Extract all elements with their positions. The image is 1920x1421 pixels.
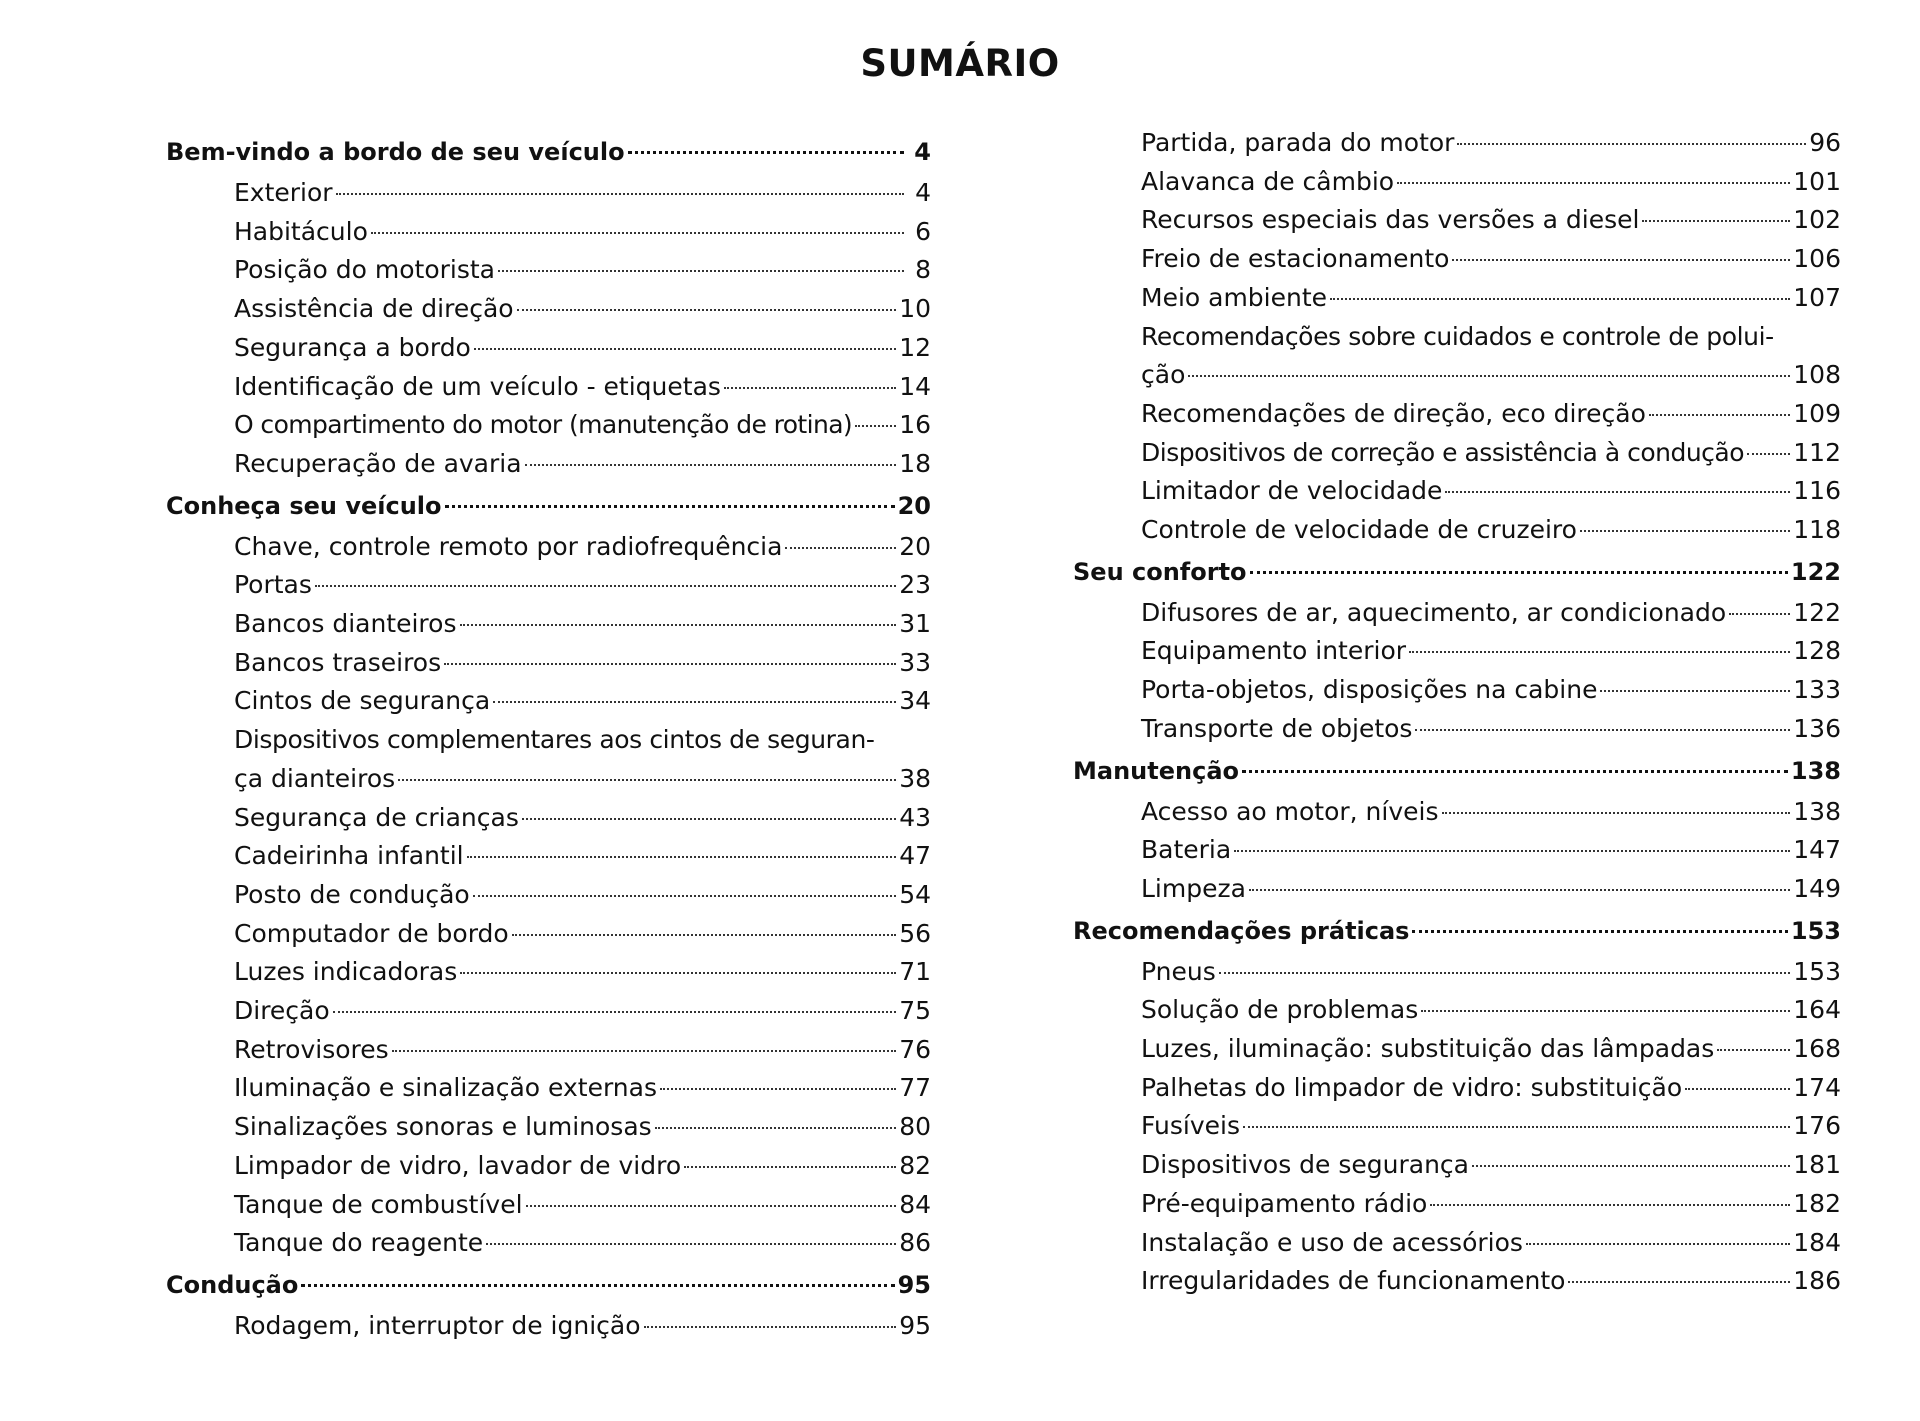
entry-page-number: 96 (1809, 128, 1841, 157)
toc-entry[interactable] (166, 682, 931, 721)
dot-leader (525, 464, 897, 466)
entry-page-number: 14 (899, 371, 931, 401)
toc-entry[interactable] (166, 1186, 931, 1225)
dot-leader (1249, 889, 1790, 891)
toc-entry[interactable] (166, 174, 931, 213)
dot-leader (1430, 1204, 1790, 1206)
entry-title: Segurança de crianças (234, 802, 519, 832)
toc-entry[interactable] (166, 837, 931, 876)
toc-entry[interactable] (1073, 831, 1841, 870)
toc-entry[interactable] (166, 799, 931, 838)
dot-leader (301, 1284, 894, 1287)
dot-leader (315, 585, 896, 587)
section-title: Seu conforto (1073, 557, 1247, 586)
toc-entry[interactable] (1073, 594, 1841, 633)
entry-title-line-1: Recomendações sobre cuidados e controle de polui- (1141, 321, 1774, 351)
dot-leader (517, 309, 897, 311)
dot-leader (474, 348, 896, 350)
entry-title: Bancos dianteiros (234, 609, 457, 639)
toc-entry[interactable] (1073, 318, 1841, 395)
dot-leader (1330, 298, 1790, 300)
entry-title: Iluminação e sinalização externas (234, 1073, 657, 1103)
toc-entry[interactable] (166, 406, 931, 445)
dot-leader (498, 270, 904, 272)
dot-leader (1649, 414, 1790, 416)
section-page-number: 153 (1790, 916, 1841, 945)
dot-leader (1412, 930, 1787, 933)
entry-page-number: 109 (1793, 398, 1841, 428)
section-page-number: 122 (1790, 557, 1841, 586)
entry-page-number: 31 (899, 609, 931, 639)
toc-entry[interactable] (1073, 395, 1841, 434)
dot-leader (1442, 812, 1791, 814)
entry-title-line-2: ça dianteiros (234, 763, 396, 793)
dot-leader (1234, 850, 1790, 852)
entry-page-number: 122 (1793, 597, 1841, 627)
section-page-number: 95 (897, 1270, 931, 1299)
toc-column-left (166, 130, 931, 1346)
toc-entry[interactable] (1073, 870, 1841, 909)
dot-leader (1409, 651, 1790, 653)
toc-entry[interactable] (166, 644, 931, 683)
toc-entry[interactable] (166, 290, 931, 329)
toc-entry[interactable] (166, 1224, 931, 1263)
entry-page-number: 116 (1793, 476, 1841, 506)
entry-page-number: 54 (899, 879, 931, 909)
entry-page-number: 168 (1793, 1034, 1841, 1064)
toc-entry[interactable] (166, 251, 931, 290)
dot-leader (1729, 613, 1790, 615)
dot-leader (392, 1050, 897, 1052)
toc-entry[interactable] (166, 605, 931, 644)
toc-entry[interactable] (166, 1108, 931, 1147)
entry-title: Posto de condução (234, 879, 470, 909)
entry-page-number: 102 (1793, 205, 1841, 235)
toc-section-heading[interactable] (1073, 749, 1841, 793)
entry-page-number: 86 (899, 1228, 931, 1258)
entry-title: Direção (234, 996, 330, 1026)
entry-page-number: 128 (1793, 636, 1841, 666)
entry-page-number: 176 (1793, 1111, 1841, 1141)
toc-section-heading[interactable] (1073, 909, 1841, 953)
entry-page-number: 33 (899, 647, 931, 677)
toc-entry[interactable] (166, 329, 931, 368)
entry-title-line-1: Dispositivos complementares aos cintos de seguran- (234, 725, 875, 755)
dot-leader (1242, 770, 1788, 773)
toc-entry[interactable] (1073, 632, 1841, 671)
entry-title: Habitáculo (234, 216, 368, 246)
dot-leader (1642, 220, 1790, 222)
entry-page-number: 76 (899, 1034, 931, 1064)
dot-leader (644, 1326, 897, 1328)
dot-leader (1472, 1165, 1790, 1167)
toc-entry[interactable] (166, 915, 931, 954)
dot-leader (1415, 729, 1790, 731)
toc-entry[interactable] (1073, 1107, 1841, 1146)
toc-section-driving (166, 1263, 931, 1346)
entry-page-number: 43 (899, 802, 931, 832)
dot-leader (1445, 491, 1790, 493)
toc-entry[interactable] (166, 1147, 931, 1186)
entry-page-number: 47 (899, 841, 931, 871)
section-title: Recomendações práticas (1073, 916, 1410, 945)
toc-entry[interactable] (166, 445, 931, 484)
toc-entry[interactable] (1073, 124, 1841, 163)
toc-entry[interactable] (1073, 1146, 1841, 1185)
entry-title-line-2: ção (1141, 360, 1186, 390)
dot-leader (1580, 530, 1790, 532)
toc-section-welcome (166, 130, 931, 484)
dot-leader (336, 193, 904, 195)
dot-leader (1568, 1281, 1790, 1283)
entry-title: Difusores de ar, aquecimento, ar condicionado (1141, 597, 1727, 627)
section-title: Bem-vindo a bordo de seu veículo (166, 138, 625, 166)
dot-leader (522, 818, 896, 820)
entry-page-number: 12 (899, 332, 931, 362)
entry-title: Acesso ao motor, níveis (1141, 796, 1439, 826)
entry-page-number: 138 (1793, 796, 1841, 826)
toc-entry[interactable] (1073, 1262, 1841, 1301)
entry-title: Freio de estacionamento (1141, 244, 1450, 274)
toc-column-right (1073, 124, 1841, 1301)
toc-entry[interactable] (1073, 201, 1841, 240)
entry-title: Posição do motorista (234, 255, 495, 285)
entry-page-number: 4 (915, 178, 931, 207)
dot-leader (1747, 453, 1790, 455)
entry-title: Fusíveis (1141, 1111, 1240, 1141)
entry-title: Bancos traseiros (234, 647, 442, 677)
toc-entry[interactable] (1073, 240, 1841, 279)
toc-section-practical-tips (1073, 909, 1841, 1301)
dot-leader (1600, 690, 1790, 692)
entry-title: Tanque de combustível (234, 1189, 523, 1219)
entry-page-number: 118 (1793, 515, 1841, 545)
toc-entry[interactable] (1073, 279, 1841, 318)
entry-page-number: 8 (915, 255, 931, 285)
entry-title: Luzes indicadoras (234, 957, 458, 987)
entry-title: Recomendações de direção, eco direção (1141, 398, 1646, 428)
entry-page-number: 136 (1793, 713, 1841, 743)
dot-leader (1250, 571, 1788, 574)
entry-title: Pneus (1141, 956, 1216, 986)
dot-leader (512, 934, 896, 936)
toc-entry[interactable] (1073, 1030, 1841, 1069)
section-page-number: 20 (897, 491, 931, 520)
entry-page-number: 23 (899, 570, 931, 600)
entry-page-number: 182 (1793, 1188, 1841, 1218)
dot-leader (333, 1011, 897, 1013)
entry-page-number: 82 (899, 1150, 931, 1180)
entry-page-number: 112 (1793, 437, 1841, 467)
entry-title: Cintos de segurança (234, 686, 491, 716)
section-title: Conheça seu veículo (166, 491, 442, 520)
entry-title: Chave, controle remoto por radiofrequência (234, 531, 783, 561)
entry-title: Equipamento interior (1141, 636, 1407, 666)
dot-leader (371, 232, 904, 234)
section-page-number: 138 (1790, 756, 1841, 785)
entry-title: Assistência de direção (234, 294, 514, 324)
dot-leader (445, 505, 895, 508)
dot-leader (526, 1205, 897, 1207)
entry-page-number: 107 (1793, 282, 1841, 312)
entry-page-number: 56 (899, 918, 931, 948)
toc-section-heading[interactable] (166, 484, 931, 528)
entry-title: Tanque do reagente (234, 1228, 484, 1258)
dot-leader (785, 547, 896, 549)
toc-entry[interactable] (166, 1069, 931, 1108)
entry-title: Rodagem, interruptor de ignição (234, 1310, 641, 1340)
entry-title: Transporte de objetos (1141, 713, 1413, 743)
toc-entry[interactable] (1073, 710, 1841, 749)
entry-page-number: 80 (899, 1112, 931, 1142)
dot-leader (855, 425, 896, 427)
toc-section-heading[interactable] (1073, 550, 1841, 594)
entry-page-number: 186 (1793, 1266, 1841, 1296)
dot-leader (1397, 182, 1790, 184)
entry-title: Identificação de um veículo - etiquetas (234, 371, 721, 401)
dot-leader (660, 1088, 896, 1090)
entry-title: Partida, parada do motor (1141, 128, 1455, 157)
entry-page-number: 16 (899, 410, 931, 440)
dot-leader (467, 856, 897, 858)
dot-leader (486, 1243, 896, 1245)
entry-page-number: 77 (899, 1073, 931, 1103)
entry-title: Instalação e uso de acessórios (1141, 1227, 1523, 1257)
entry-page-number: 95 (899, 1310, 931, 1340)
entry-title: Luzes, iluminação: substituição das lâmpadas (1141, 1034, 1715, 1064)
dot-leader (1219, 972, 1791, 974)
entry-title: Porta-objetos, disposições na cabine (1141, 675, 1598, 705)
dot-leader (1685, 1088, 1790, 1090)
toc-entry[interactable] (166, 953, 931, 992)
entry-page-number: 181 (1793, 1150, 1841, 1180)
entry-page-number: 38 (899, 763, 931, 793)
dot-leader (444, 663, 896, 665)
entry-page-number: 101 (1793, 166, 1841, 196)
toc-entry[interactable] (1073, 1185, 1841, 1224)
entry-title: Alavanca de câmbio (1141, 166, 1395, 196)
entry-title: Computador de bordo (234, 918, 509, 948)
toc-entry[interactable] (1073, 671, 1841, 710)
dot-leader (1243, 1126, 1790, 1128)
dot-leader (1457, 143, 1806, 145)
toc-section-heading[interactable] (166, 130, 931, 174)
entry-page-number: 6 (915, 216, 931, 246)
section-title: Manutenção (1073, 756, 1239, 785)
toc-entry[interactable] (166, 1031, 931, 1070)
toc-entry[interactable] (166, 213, 931, 252)
entry-page-number: 18 (899, 448, 931, 478)
dot-leader (1717, 1049, 1790, 1051)
entry-title: Dispositivos de segurança (1141, 1150, 1469, 1180)
toc-section-maintenance (1073, 749, 1841, 909)
toc-entry[interactable] (1073, 1069, 1841, 1108)
entry-title: Recuperação de avaria (234, 448, 522, 478)
toc-entry[interactable] (1073, 953, 1841, 992)
entry-title: Controle de velocidade de cruzeiro (1141, 515, 1577, 545)
toc-entry[interactable] (1073, 991, 1841, 1030)
toc-entry[interactable] (1073, 511, 1841, 550)
entry-title: Recursos especiais das versões a diesel (1141, 205, 1640, 235)
entry-page-number: 184 (1793, 1227, 1841, 1257)
entry-title: Sinalizações sonoras e luminosas (234, 1112, 652, 1142)
entry-page-number: 147 (1793, 835, 1841, 865)
dot-leader (1421, 1010, 1790, 1012)
entry-page-number: 34 (899, 686, 931, 716)
toc-entry[interactable] (1073, 472, 1841, 511)
toc-entry[interactable] (166, 876, 931, 915)
entry-title: Limpador de vidro, lavador de vidro (234, 1150, 682, 1180)
section-title: Condução (166, 1270, 299, 1299)
toc-entry[interactable] (1073, 434, 1841, 473)
entry-page-number: 71 (899, 957, 931, 987)
entry-title: Portas (234, 570, 312, 600)
toc-entry[interactable] (166, 721, 931, 798)
entry-title: O compartimento do motor (manutenção de rotina) (234, 410, 853, 440)
entry-page-number: 84 (899, 1189, 931, 1219)
entry-title: Meio ambiente (1141, 282, 1328, 312)
dot-leader (460, 972, 896, 974)
entry-title: Retrovisores (234, 1034, 389, 1064)
entry-title: Limpeza (1141, 873, 1246, 903)
dot-leader (724, 387, 896, 389)
dot-leader (684, 1166, 896, 1168)
toc-entry[interactable] (166, 1307, 931, 1346)
entry-title: Palhetas do limpador de vidro: substituição (1141, 1072, 1683, 1102)
entry-title: Bateria (1141, 835, 1232, 865)
entry-page-number: 20 (899, 531, 931, 561)
dot-leader (1526, 1243, 1790, 1245)
entry-title: Pré-equipamento rádio (1141, 1188, 1428, 1218)
toc-section-comfort (1073, 550, 1841, 749)
entry-title: Irregularidades de funcionamento (1141, 1266, 1566, 1296)
toc-entry[interactable] (1073, 163, 1841, 202)
toc-section-heading[interactable] (166, 1263, 931, 1307)
entry-page-number: 106 (1793, 244, 1841, 274)
dot-leader (398, 779, 896, 781)
dot-leader (493, 701, 896, 703)
entry-title: Limitador de velocidade (1141, 476, 1443, 506)
entry-title: Segurança a bordo (234, 332, 471, 362)
toc-entry[interactable] (1073, 1224, 1841, 1263)
entry-title: Solução de problemas (1141, 995, 1419, 1025)
section-page-number: 4 (914, 138, 931, 166)
entry-page-number: 133 (1793, 675, 1841, 705)
entry-page-number: 10 (899, 294, 931, 324)
entry-page-number: 75 (899, 996, 931, 1026)
entry-page-number: 164 (1793, 995, 1841, 1025)
entry-page-number: 149 (1793, 873, 1841, 903)
toc-entry[interactable] (166, 992, 931, 1031)
dot-leader (655, 1127, 897, 1129)
entry-title: Exterior (234, 178, 333, 207)
dot-leader (1452, 259, 1790, 261)
entry-title: Cadeirinha infantil (234, 841, 464, 871)
toc-section-driving-continued (1073, 124, 1841, 550)
entry-page-number: 174 (1793, 1072, 1841, 1102)
dot-leader (473, 895, 896, 897)
entry-title: Dispositivos de correção e assistência à condução (1141, 437, 1745, 467)
toc-entry[interactable] (166, 528, 931, 567)
dot-leader (628, 151, 904, 154)
toc-entry[interactable] (166, 566, 931, 605)
entry-page-number: 153 (1793, 956, 1841, 986)
toc-entry[interactable] (166, 368, 931, 407)
entry-page-number: 108 (1793, 360, 1841, 390)
dot-leader (1188, 375, 1790, 377)
toc-entry[interactable] (1073, 793, 1841, 832)
page-title: SUMÁRIO (860, 42, 1060, 85)
dot-leader (460, 624, 897, 626)
toc-section-know-vehicle (166, 484, 931, 1263)
